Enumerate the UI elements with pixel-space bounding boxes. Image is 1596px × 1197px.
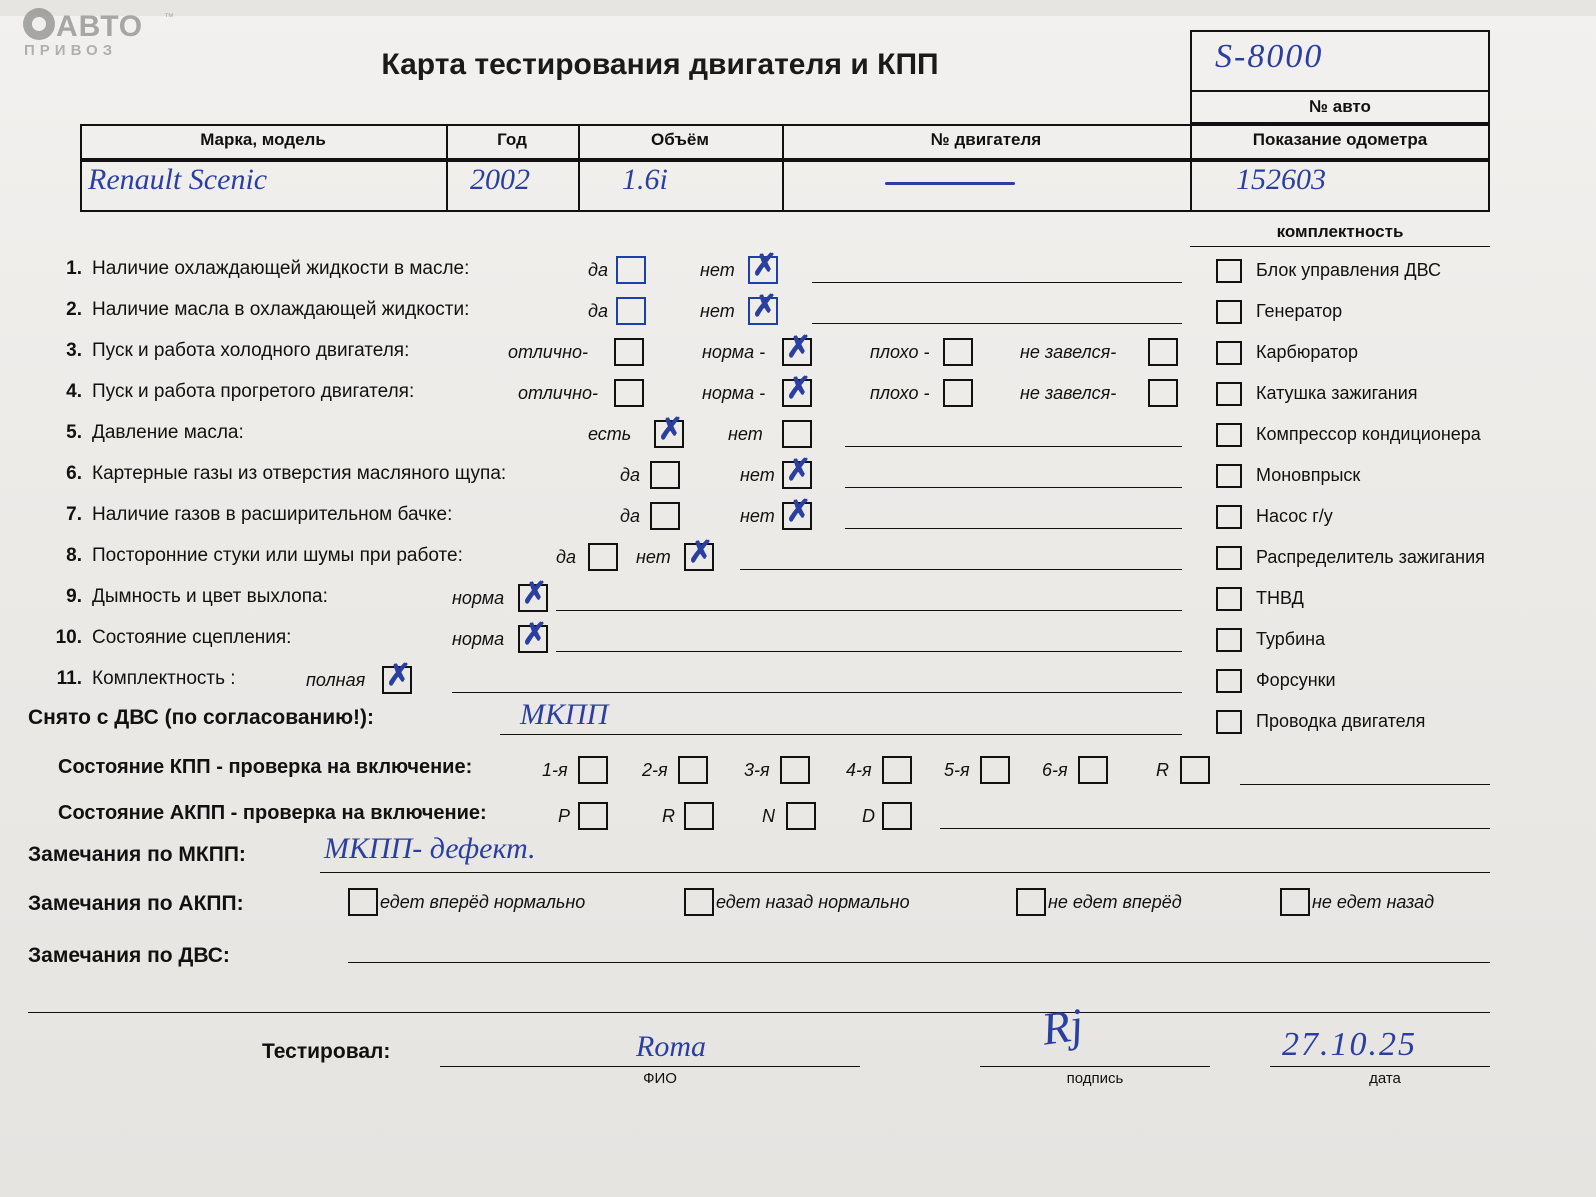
watermark-sub: ПРИВОЗ (24, 42, 118, 59)
q3-number: 3. (66, 340, 82, 361)
mkpp-label: Состояние КПП - проверка на включение: (58, 756, 473, 778)
notes-akpp-option-1-label: едет назад нормально (716, 892, 910, 912)
q7-note-line (845, 528, 1182, 529)
q10-option-0-mark: ✗ (522, 618, 548, 651)
notes-akpp-option-3-checkbox[interactable] (1280, 888, 1310, 916)
q2-text: Наличие масла в охлаждающей жидкости: (92, 299, 470, 320)
kit-checkbox-2[interactable] (1216, 341, 1242, 365)
q1-number: 1. (66, 258, 82, 279)
auto-number-label: № авто (1309, 97, 1371, 116)
mkpp-gear-4-label: 5-я (944, 760, 970, 780)
q3-option-1-label: норма - (702, 342, 766, 362)
q7-text: Наличие газов в расширительном бачке: (92, 504, 453, 525)
date-line (1270, 1066, 1490, 1067)
mkpp-gear-1-label: 2-я (642, 760, 668, 780)
mkpp-gear-2-checkbox[interactable] (780, 756, 810, 784)
kit-checkbox-4[interactable] (1216, 423, 1242, 447)
akpp-pos-3-checkbox[interactable] (882, 802, 912, 830)
col-header-year: Год (497, 130, 527, 149)
removed-line (500, 734, 1182, 735)
q11-number: 11. (56, 668, 82, 689)
kit-title: комплектность (1276, 222, 1404, 241)
q2-option-1-mark: ✗ (752, 290, 778, 323)
q8-option-0-label: да (556, 547, 576, 567)
q11-note-line (452, 692, 1182, 693)
q6-number: 6. (66, 463, 82, 484)
kit-label-9: Турбина (1256, 629, 1326, 649)
q8-note-line (740, 569, 1182, 570)
auto-number-value: S-8000 (1215, 38, 1324, 75)
q3-option-0-label: отлично- (508, 342, 588, 362)
q4-option-2-checkbox[interactable] (943, 379, 973, 407)
notes-akpp-label: Замечания по АКПП: (28, 892, 244, 915)
q9-number: 9. (66, 586, 82, 607)
q3-option-2-checkbox[interactable] (943, 338, 973, 366)
q11-option-0-mark: ✗ (386, 659, 412, 692)
kit-checkbox-8[interactable] (1216, 587, 1242, 611)
notes-dvs-line-2 (28, 1012, 1490, 1013)
removed-label: Снято с ДВС (по согласованию!): (28, 706, 375, 729)
notes-dvs-label: Замечания по ДВС: (28, 944, 230, 967)
akpp-pos-0-checkbox[interactable] (578, 802, 608, 830)
mkpp-gear-4-checkbox[interactable] (980, 756, 1010, 784)
kit-label-10: Форсунки (1256, 670, 1336, 690)
q4-option-3-label: не завелся- (1020, 383, 1117, 403)
q8-number: 8. (66, 545, 82, 566)
notes-mkpp-line (320, 872, 1490, 873)
akpp-pos-0-label: P (558, 806, 571, 826)
value-year: 2002 (470, 163, 530, 196)
akpp-pos-3-label: D (862, 806, 875, 826)
akpp-pos-1-label: R (662, 806, 675, 826)
value-make-model: Renault Scenic (88, 163, 268, 196)
q7-option-1-mark: ✗ (786, 495, 812, 528)
q7-option-1-label: нет (740, 506, 775, 526)
value-engine-no-dash (885, 182, 1015, 185)
q10-number: 10. (55, 627, 82, 648)
akpp-note-line (940, 828, 1490, 829)
kit-label-7: Распределитель зажигания (1256, 547, 1485, 567)
q6-option-1-mark: ✗ (786, 454, 812, 487)
kit-label-6: Насос г/у (1256, 506, 1333, 526)
kit-checkbox-6[interactable] (1216, 505, 1242, 529)
value-volume: 1.6i (622, 163, 668, 196)
notes-akpp-option-0-checkbox[interactable] (348, 888, 378, 916)
mkpp-gear-6-checkbox[interactable] (1180, 756, 1210, 784)
q8-option-0-checkbox[interactable] (588, 543, 618, 571)
q1-note-line (812, 282, 1182, 283)
kit-label-3: Катушка зажигания (1256, 383, 1418, 403)
logo-circle-icon (23, 8, 55, 40)
mkpp-gear-5-label: 6-я (1042, 760, 1068, 780)
q3-option-1-mark: ✗ (786, 331, 812, 364)
q4-option-1-mark: ✗ (786, 372, 812, 405)
q2-option-0-checkbox[interactable] (616, 297, 646, 325)
q3-option-2-label: плохо - (870, 342, 930, 362)
notes-dvs-line-1 (348, 962, 1490, 963)
q6-text: Картерные газы из отверстия масляного щупа: (92, 463, 507, 484)
fio-label: ФИО (643, 1070, 677, 1087)
q10-option-0-label: норма (452, 629, 505, 649)
q2-note-line (812, 323, 1182, 324)
signature-mark: Rj (1038, 998, 1087, 1055)
col-header-engine-no: № двигателя (930, 130, 1042, 149)
q11-text: Комплектность : (92, 668, 236, 689)
q4-number: 4. (66, 381, 82, 402)
watermark-brand: АВТО (56, 10, 144, 43)
q8-text: Посторонние стуки или шумы при работе: (92, 545, 463, 566)
q10-note-line (556, 651, 1182, 652)
mkpp-gear-0-label: 1-я (542, 760, 568, 780)
col-header-make: Марка, модель (200, 130, 326, 149)
akpp-label: Состояние АКПП - проверка на включение: (58, 802, 487, 824)
watermark-tm: ™ (164, 12, 174, 23)
akpp-pos-1-checkbox[interactable] (684, 802, 714, 830)
q9-option-0-mark: ✗ (522, 577, 548, 610)
signature-label: подпись (1066, 1070, 1124, 1087)
q6-option-0-checkbox[interactable] (650, 461, 680, 489)
q6-note-line (845, 487, 1182, 488)
tested-label: Тестировал: (262, 1040, 391, 1063)
kit-label-8: ТНВД (1256, 588, 1304, 608)
q2-option-0-label: да (588, 301, 608, 321)
kit-label-5: Моновпрыск (1256, 465, 1361, 485)
q7-number: 7. (66, 504, 82, 525)
q3-text: Пуск и работа холодного двигателя: (92, 340, 410, 361)
q5-option-0-label: есть (588, 424, 632, 444)
kit-title-underline (1190, 246, 1490, 247)
q1-option-0-checkbox[interactable] (616, 256, 646, 284)
kit-label-2: Карбюратор (1256, 342, 1359, 362)
q3-option-3-checkbox[interactable] (1148, 338, 1178, 366)
q10-text: Состояние сцепления: (92, 627, 292, 648)
mkpp-gear-6-label: R (1156, 760, 1169, 780)
q5-number: 5. (66, 422, 82, 443)
mkpp-gear-0-checkbox[interactable] (578, 756, 608, 784)
q4-text: Пуск и работа прогретого двигателя: (92, 381, 415, 402)
q7-option-0-checkbox[interactable] (650, 502, 680, 530)
q4-option-2-label: плохо - (870, 383, 930, 403)
notes-akpp-option-0-label: едет вперёд нормально (380, 892, 586, 912)
fio-line (440, 1066, 860, 1067)
q8-option-1-label: нет (636, 547, 671, 567)
q1-option-0-label: да (588, 260, 608, 280)
q5-text: Давление масла: (92, 422, 244, 443)
q4-option-3-checkbox[interactable] (1148, 379, 1178, 407)
kit-checkbox-0[interactable] (1216, 259, 1242, 283)
q5-note-line (845, 446, 1182, 447)
q1-text: Наличие охлаждающей жидкости в масле: (92, 258, 470, 279)
akpp-pos-2-checkbox[interactable] (786, 802, 816, 830)
date-value: 27.10.25 (1282, 1026, 1417, 1063)
q9-text: Дымность и цвет выхлопа: (92, 586, 328, 607)
q2-option-1-label: нет (700, 301, 735, 321)
notes-akpp-option-2-checkbox[interactable] (1016, 888, 1046, 916)
kit-checkbox-5[interactable] (1216, 464, 1242, 488)
col-header-volume: Объём (651, 130, 709, 149)
mkpp-gear-3-label: 4-я (846, 760, 872, 780)
kit-label-0: Блок управления ДВС (1256, 260, 1441, 280)
q6-option-1-label: нет (740, 465, 775, 485)
q5-option-0-mark: ✗ (658, 413, 684, 446)
q1-option-1-mark: ✗ (752, 249, 778, 282)
kit-checkbox-9[interactable] (1216, 628, 1242, 652)
q6-option-0-label: да (620, 465, 640, 485)
q3-option-0-checkbox[interactable] (614, 338, 644, 366)
q11-option-0-label: полная (306, 670, 366, 690)
mkpp-gear-1-checkbox[interactable] (678, 756, 708, 784)
notes-mkpp-value: МКПП- дефект. (324, 832, 536, 865)
mkpp-gear-2-label: 3-я (744, 760, 770, 780)
kit-checkbox-10[interactable] (1216, 669, 1242, 693)
watermark-logo (18, 6, 188, 68)
tester-name: Roma (636, 1030, 706, 1063)
removed-value: МКПП (520, 698, 609, 731)
notes-akpp-option-2-label: не едет вперёд (1048, 892, 1182, 912)
kit-label-11: Проводка двигателя (1256, 711, 1426, 731)
q3-option-3-label: не завелся- (1020, 342, 1117, 362)
kit-checkbox-1[interactable] (1216, 300, 1242, 324)
akpp-pos-2-label: N (762, 806, 775, 826)
page-title: Карта тестирования двигателя и КПП (381, 48, 939, 81)
q9-note-line (556, 610, 1182, 611)
mkpp-gear-3-checkbox[interactable] (882, 756, 912, 784)
notes-mkpp-label: Замечания по МКПП: (28, 843, 246, 866)
kit-checkbox-7[interactable] (1216, 546, 1242, 570)
q4-option-1-label: норма - (702, 383, 766, 403)
date-label: дата (1369, 1070, 1401, 1087)
signature-line (980, 1066, 1210, 1067)
q8-option-1-mark: ✗ (688, 536, 714, 569)
mkpp-note-line (1240, 784, 1490, 785)
col-header-odometer: Показание одометра (1252, 130, 1428, 149)
q5-option-1-checkbox[interactable] (782, 420, 812, 448)
value-odometer: 152603 (1236, 163, 1326, 196)
kit-checkbox-11[interactable] (1216, 710, 1242, 734)
q9-option-0-label: норма (452, 588, 505, 608)
q2-number: 2. (66, 299, 82, 320)
kit-label-1: Генератор (1256, 301, 1343, 321)
q5-option-1-label: нет (728, 424, 763, 444)
kit-checkbox-3[interactable] (1216, 382, 1242, 406)
notes-akpp-option-1-checkbox[interactable] (684, 888, 714, 916)
kit-label-4: Компрессор кондиционера (1256, 424, 1481, 444)
mkpp-gear-5-checkbox[interactable] (1078, 756, 1108, 784)
q1-option-1-label: нет (700, 260, 735, 280)
q4-option-0-label: отлично- (518, 383, 598, 403)
notes-akpp-option-3-label: не едет назад (1312, 892, 1435, 912)
q4-option-0-checkbox[interactable] (614, 379, 644, 407)
q7-option-0-label: да (620, 506, 640, 526)
